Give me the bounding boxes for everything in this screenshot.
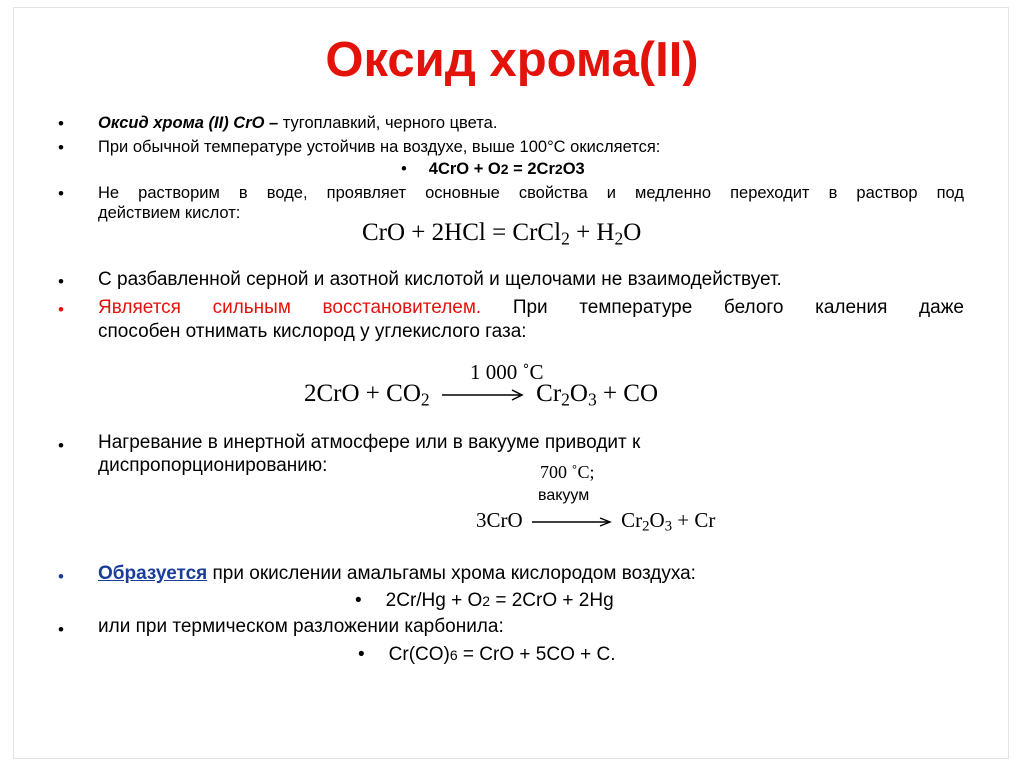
equation-1-part-a: CrO + 2HCl = CrCl <box>362 219 562 246</box>
paragraph-5-line-2: способен отнимать кислород у углекислого газа: <box>98 321 527 342</box>
bullet-3: • <box>58 184 64 203</box>
reaction-3 <box>358 643 616 667</box>
paragraph-6-line-2: диспропорционированию: <box>98 455 328 476</box>
paragraph-1 <box>98 114 497 133</box>
bullet-1: • <box>58 114 64 133</box>
equation-2-condition: 1 000 ˚С <box>470 360 544 384</box>
reaction-1-part-a: 4CrO + O <box>428 160 501 178</box>
bullet-4: • <box>58 272 64 291</box>
equation-3-left: 3CrO <box>476 508 523 532</box>
equation-1-sub-a: 2 <box>561 228 570 249</box>
paragraph-8: или при термическом разложении карбонила: <box>98 616 504 637</box>
formation-link[interactable]: Образуется <box>98 563 208 584</box>
equation-2-left: 2CrO + CO <box>304 380 421 407</box>
bullet-2: • <box>58 138 64 157</box>
reaction-3-part-b: = CrO + 5CO + C. <box>457 644 616 665</box>
reaction-1 <box>401 160 585 179</box>
equation-3-condition-vacuum: вакуум <box>538 487 590 504</box>
equation-2-right-sub2: 3 <box>587 389 597 410</box>
compound-name: Оксид хрома (II) CrO – <box>98 114 279 132</box>
equation-1-part-b: + H <box>569 219 615 246</box>
paragraph-5-text: При температуре белого каления даже <box>481 297 964 318</box>
bullet-8: • <box>58 620 64 639</box>
bullet-7: • <box>58 567 64 586</box>
paragraph-7-text: при окислении амальгамы хрома кислородом воздуха: <box>207 563 696 584</box>
reaction-3-sub: 6 <box>449 647 458 663</box>
reaction-1-part-c: O3 <box>562 160 585 178</box>
page-title: Оксид хрома(II) <box>325 33 699 87</box>
paragraph-2: При обычной температуре устойчив на воздухе, выше 100°С окисляется: <box>98 138 661 156</box>
equation-3-right-sub1: 2 <box>642 518 650 535</box>
equation-3-condition-temp: 700 ˚С; <box>540 462 595 482</box>
reaction-2-part-a: 2Cr/Hg + O <box>385 590 483 611</box>
equation-1 <box>362 219 641 247</box>
reaction-arrow-3 <box>530 516 614 528</box>
reaction-2-part-b: = 2CrO + 2Hg <box>490 590 614 611</box>
reaction-1-sub-b: 2 <box>554 161 563 177</box>
paragraph-6-line-1: Нагревание в инертной атмосфере или в вакууме приводит к <box>98 432 641 453</box>
reaction-1-part-b: = 2Cr <box>508 160 555 178</box>
paragraph-5-line-1 <box>98 296 964 319</box>
paragraph-7 <box>98 562 696 585</box>
equation-2-right-sub1: 2 <box>561 389 570 410</box>
equation-3 <box>476 508 715 533</box>
reaction-1-bullet: • <box>401 160 407 178</box>
equation-3-right-a: Cr <box>621 508 643 532</box>
bullet-6: • <box>58 436 64 455</box>
paragraph-3-line-1: Не растворим в воде, проявляет основные свойства и медленно переходит в раствор под <box>98 184 964 202</box>
equation-3-right-sub2: 3 <box>664 518 673 535</box>
reaction-3-bullet: • <box>358 644 365 665</box>
equation-2-right-a: Cr <box>536 380 562 407</box>
reaction-2-bullet: • <box>355 590 362 611</box>
reaction-1-sub-a: 2 <box>500 161 509 177</box>
bullet-5: • <box>58 300 64 319</box>
paragraph-4: С разбавленной серной и азотной кислотой и щелочами не взаимодействует. <box>98 269 782 290</box>
reaction-2-sub: 2 <box>482 593 491 609</box>
reaction-2 <box>355 589 614 613</box>
equation-1-part-c: O <box>623 219 642 246</box>
equation-3-right-b: O <box>649 508 665 532</box>
equation-2-left-sub: 2 <box>420 389 430 410</box>
paragraph-1-text: тугоплавкий, черного цвета. <box>278 114 498 132</box>
equation-3-right-c: + Cr <box>672 508 716 532</box>
equation-2-right-b: O <box>569 380 588 407</box>
paragraph-3-line-2: действием кислот: <box>98 204 241 222</box>
reducer-highlight: Является сильным восстановителем. <box>98 297 482 318</box>
equation-1-sub-b: 2 <box>614 228 624 249</box>
equation-2 <box>304 380 658 408</box>
reaction-3-part-a: Cr(CO) <box>388 644 450 665</box>
reaction-arrow-2 <box>440 388 526 402</box>
equation-2-right-c: + CO <box>596 380 659 407</box>
